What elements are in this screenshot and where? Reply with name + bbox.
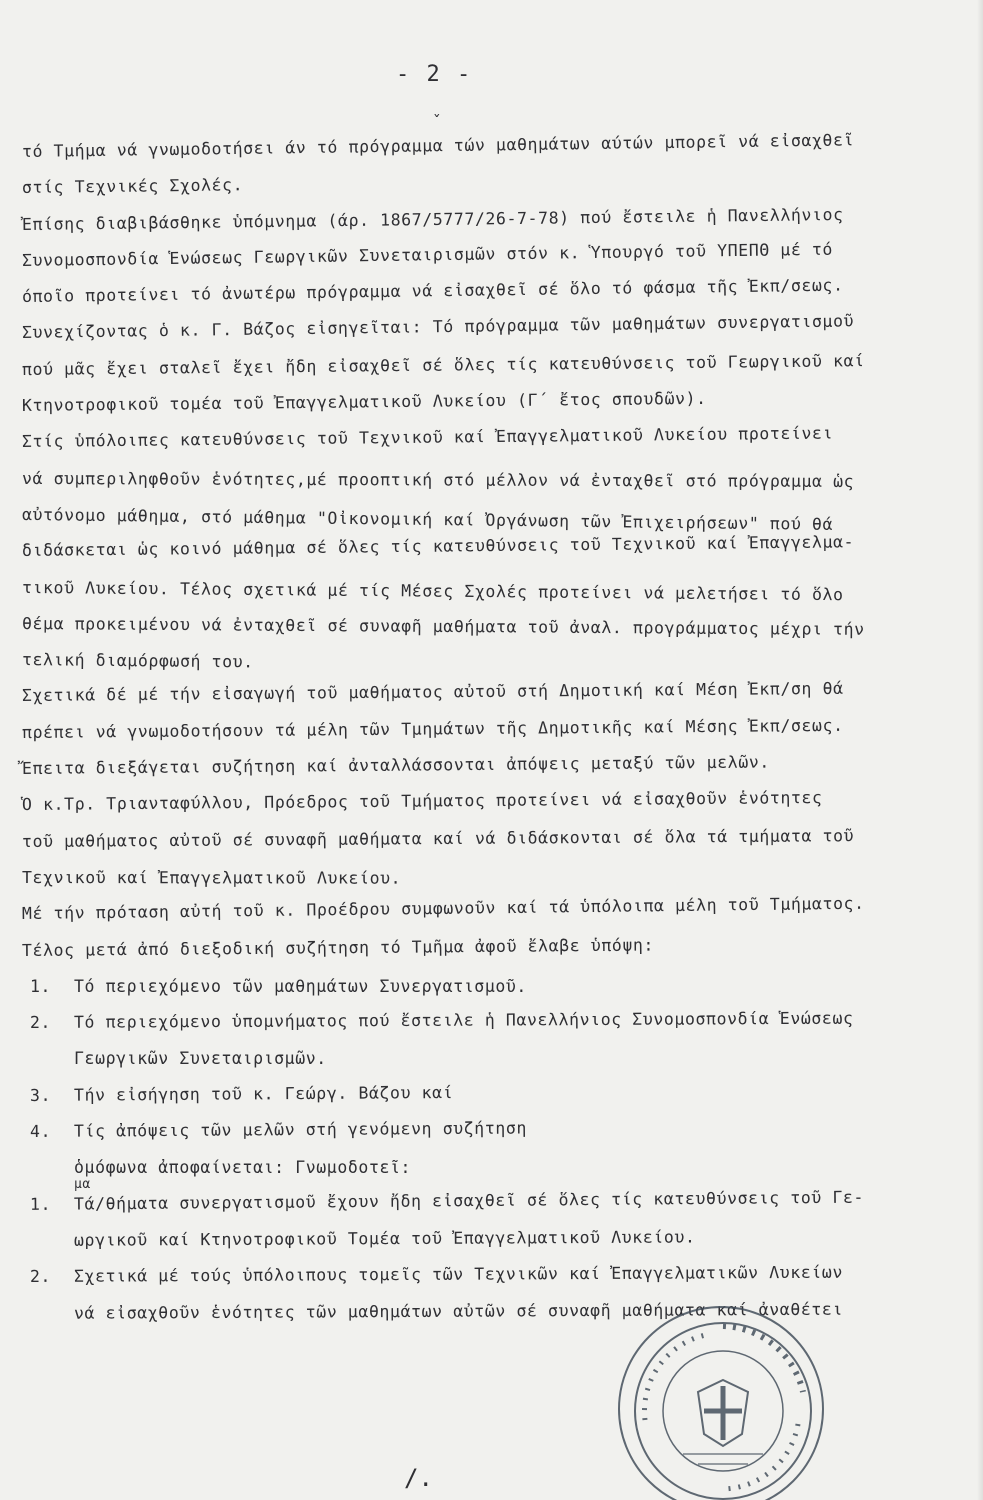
text-line: Συνομοσπονδία Ἑνώσεως Γεωργικῶν Συνεταιρισμῶν στόν κ. Ὑπουργό τοῦ ΥΠΕΠΘ μέ τό — [21, 239, 834, 270]
text-line: όποῖο προτείνει τό ἀνωτέρω πρόγραμμα νά εἰσαχθεῖ σέ ὅλο τό φάσμα τῆς Ἐκπ/σεως. — [21, 275, 844, 307]
signature-mark: /. — [404, 1464, 433, 1492]
item-number: 2. — [29, 1012, 52, 1033]
text-line: Ἔπειτα διεξάγεται συζήτηση καί ἀνταλλάσσονται ἀπόψεις μεταξύ τῶν μελῶν. — [21, 752, 770, 779]
item-number: 1. — [30, 976, 52, 996]
item-text: νά εἰσαχθοῦν ἑνότητες τῶν μαθημάτων αὐτῶν σέ συναφῆ μαθήματα καί ἀναθέτει — [73, 1299, 844, 1323]
text-line: τελική διαμόρφωσή του. — [21, 650, 254, 672]
consideration-item — [22, 1000, 922, 1041]
item-text: Τό περιεχόμενο ὑπομνήματος πού ἔστειλε ἡ Πανελλήνιος Συνομοσπονδία Ἑνώσεως — [73, 1008, 854, 1032]
item-number: 2. — [29, 1267, 52, 1287]
text-line: αὐτόνομο μάθημα, στό μάθημα "Οἰκονομική καί Ὀργάνωση τῶν Ἐπιχειρήσεων" πού θά — [21, 504, 834, 534]
text-line: Τεχνικοῦ καί Ἐπαγγελματικοῦ Λυκείου. — [21, 867, 402, 888]
text-line: πού μᾶς ἔχει σταλεῖ ἔχει ἤδη εἰσαχθεῖ σέ ὅλες τίς κατευθύνσεις τοῦ Γεωργικοῦ καί — [21, 350, 865, 379]
item-number: 3. — [29, 1085, 52, 1105]
item-text: Τήν εἰσήγηση τοῦ κ. Γεώργ. Βάζου καί — [73, 1082, 454, 1105]
text-line: Μέ τήν πρόταση αὐτή τοῦ κ. Προέδρου συμφωνοῦν καί τά ὑπόλοιπα μέλη τοῦ Τμήματος. — [21, 893, 865, 924]
text-line: τικοῦ Λυκείου. Τέλος σχετικά μέ τίς Μέσες Σχολές προτείνει νά μελετήσει τό ὅλο — [21, 577, 844, 604]
margin-mark: ˇ — [432, 112, 442, 131]
item-text: Τίς ἀπόψεις τῶν μελῶν στή γενόμενη συζήτηση — [73, 1118, 528, 1141]
text-line: τοῦ μαθήματος αὐτοῦ σέ συναφῆ μαθήματα καί νά διδάσκονται σέ ὅλα τά τμήματα τοῦ — [21, 825, 855, 851]
text-line: Σχετικά δέ μέ τήν εἰσαγωγή τοῦ μαθήματος αὐτοῦ στή Δημοτική καί Μέση Ἐκπ/ση θά — [21, 679, 844, 706]
decision-item — [22, 1179, 922, 1223]
consideration-item — [22, 1108, 922, 1151]
seal-icon — [620, 1308, 826, 1500]
item-text: ωργικοῦ καί Κτηνοτροφικοῦ Τομέα τοῦ Ἐπαγγελματικοῦ Λυκείου. — [73, 1227, 696, 1250]
document-body: τό Τμήμα νά γνωμοδοτήσει άν τό πρόγραμμα τών μαθημάτων αύτών μπορεῖ νά εἰσαχθεῖ στίς Τεχνικές Σχολές. Ἐπίσης διαβιβάσθηκε ὑπόμνημα (άρ. 1867/5777/26-7-78) πού ἔστειλε ἡ Πανελλήνιος Συνομοσπονδία Ἑνώσεως Γεωργικῶν Συνεταιρισμῶν στόν κ. Ὑπουργό τοῦ ΥΠΕΠΘ μέ τό όποῖο προτείνει τό ἀνωτέρω πρόγραμμα νά εἰσαχθεῖ σέ ὅλο τό φάσμα τῆς Ἐκπ/σεως. Συνεχίζοντας ὁ κ. Γ. Βάζος εἰσηγεῖται: Τό πρόγραμμα τῶν μαθημάτων συνεργατισμοῦ πού μᾶς ἔχει σταλεῖ ἔχει ἤδη εἰσαχθεῖ σέ ὅλες τίς κατευθύνσεις τοῦ Γεωργικοῦ καί Κτηνοτροφικοῦ τομέα τοῦ Ἐπαγγελματικοῦ Λυκείου (Γ΄ ἔτος σπουδῶν). Στίς ὑπόλοιπες κατευθύνσεις τοῦ Τεχνικοῦ καί Ἐπαγγελματικοῦ Λυκείου προτείνει νά συμπεριληφθοῦν ἑνότητες,μέ προοπτική στό μέλλον νά ἐνταχθεῖ στό πρόγραμμα ὡς αὐτόνομο μάθημα, στό μάθημα "Οἰκονομική καί Ὀργάνωση τῶν Ἐπιχειρήσεων" πού θά διδάσκεται ὡς κοινό μάθημα σέ ὅλες τίς κατευθύνσεις τοῦ Τεχνικοῦ καί Ἐπαγγελμα- τικοῦ Λυκείου. Τέλος σχετικά μέ τίς Μέσες Σχολές προτείνει νά μελετήσει τό ὅλο θέμα προκειμένου νά ἐνταχθεῖ σέ συναφῆ μαθήματα τοῦ ἀναλ. προγράμματος μέχρι τήν τελική διαμόρφωσή του. Σχετικά δέ μέ τήν εἰσαγωγή τοῦ μαθήματος αὐτοῦ στή Δημοτική καί Μέση Ἐκπ/ση θά πρέπει νά γνωμοδοτήσουν τά μέλη τῶν Τμημάτων τῆς Δημοτικῆς καί Μέσης Ἐκπ/σεως. Ἔπειτα διεξάγεται συζήτηση καί ἀνταλλάσσονται ἀπόψεις μεταξύ τῶν μελῶν. Ὁ κ.Τρ. Τριανταφύλλου, Πρόεδρος τοῦ Τμήματος προτείνει νά εἰσαχθοῦν ἑνότητες τοῦ μαθήματος αὐτοῦ σέ συναφῆ μαθήματα καί νά διδάσκονται σέ ὅλα τά τμήματα τοῦ Τεχνικοῦ καί Ἐπαγγελματικοῦ Λυκείου. Μέ τήν πρόταση αὐτή τοῦ κ. Προέδρου συμφωνοῦν καί τά ὑπόλοιπα μέλη τοῦ Τμήματος. Τέλος μετά ἀπό διεξοδική συζήτηση τό Τμῆμα ἀφοῦ ἔλαβε ὑπόψη: 1. Τό περιεχόμενο τῶν μαθημάτων Συνεργατισμοῦ. 2. Τό περιεχόμενο ὑπομνήματος πού ἔστειλε ἡ Πανελλήνιος Συνομοσπονδία Ἑνώσεως Γεωργικῶν Συνεταιρισμῶν. 3. Τήν εἰσήγηση τοῦ κ. Γεώργ. Βάζου καί 4. Τίς ἀπόψεις τῶν μελῶν στή γενόμενη συζήτηση ὁμόφωνα ἀποφαίνεται: Γνωμοδοτεῖ: μα 1. Τά/θήματα συνεργατισμοῦ ἔχουν ἤδη εἰσαχθεῖ σέ ὅλες τίς κατευθύνσεις τοῦ Γε- ωργικοῦ καί Κτηνοτροφικοῦ Τομέα τοῦ Ἐπαγγελματικοῦ Λυκείου. 2. Σχετικά μέ τούς ὑπόλοιπους τομεῖς τῶν Τεχνικῶν καί Ἐπαγγελματικῶν Λυκείων νά εἰσαχθοῦν ἑνότητες τῶν μαθημάτων αὐτῶν σέ συναφῆ μαθήματα καί ἀναθέτει — [22, 134, 922, 1332]
text-line: διδάσκεται ὡς κοινό μάθημα σέ ὅλες τίς κατευθύνσεις τοῦ Τεχνικοῦ καί Ἐπαγγελμα- — [21, 532, 855, 561]
text-line: Κτηνοτροφικοῦ τομέα τοῦ Ἐπαγγελματικοῦ Λυκείου (Γ΄ ἔτος σπουδῶν). — [21, 388, 707, 416]
text-line: θέμα προκειμένου νά ἐνταχθεῖ σέ συναφῆ μαθήματα τοῦ ἀναλ. προγράμματος μέχρι τήν — [21, 613, 865, 639]
text-line: Συνεχίζοντας ὁ κ. Γ. Βάζος εἰσηγεῖται: Τό πρόγραμμα τῶν μαθημάτων συνεργατισμοῦ — [21, 311, 855, 343]
decision-item — [22, 1218, 922, 1259]
official-seal-stamp — [618, 1306, 824, 1500]
item-number: 1. — [29, 1194, 52, 1214]
decision-item — [22, 1254, 922, 1295]
text-line: πρέπει νά γνωμοδοτήσουν τά μέλη τῶν Τμημάτων τῆς Δημοτικῆς καί Μέσης Ἐκπ/σεως. — [21, 715, 844, 742]
item-text: Τά/θήματα συνεργατισμοῦ ἔχουν ἤδη εἰσαχθεῖ σέ ὅλες τίς κατευθύνσεις τοῦ Γε- — [73, 1187, 865, 1214]
text-line: Ὁ κ.Τρ. Τριανταφύλλου, Πρόεδρος τοῦ Τμήματος προτείνει νά εἰσαχθοῦν ἑνότητες — [21, 788, 823, 815]
page-number: - 2 - — [396, 62, 473, 87]
text-line: Ἐπίσης διαβιβάσθηκε ὑπόμνημα (άρ. 1867/5777/26-7-78) πού ἔστειλε ἡ Πανελλήνιος — [21, 204, 844, 234]
text-line: νά συμπεριληφθοῦν ἑνότητες,μέ προοπτική στό μέλλον νά ἐνταχθεῖ στό πρόγραμμα ὡς — [21, 468, 855, 491]
text-line: στίς Τεχνικές Σχολές. — [21, 175, 244, 198]
item-text: Σχετικά μέ τούς ὑπόλοιπους τομεῖς τῶν Τεχνικῶν καί Ἐπαγγελματικῶν Λυκείων — [73, 1262, 844, 1286]
consideration-item — [22, 969, 922, 1005]
text-line: Στίς ὑπόλοιπες κατευθύνσεις τοῦ Τεχνικοῦ καί Ἐπαγγελματικοῦ Λυκείου προτείνει — [21, 423, 834, 452]
consideration-item — [22, 1071, 922, 1114]
item-number: 4. — [29, 1121, 52, 1141]
scan-edge-shadow — [977, 0, 983, 1500]
text-line: τό Τμήμα νά γνωμοδοτήσει άν τό πρόγραμμα τών μαθημάτων αύτών μπορεῖ νά εἰσαχθεῖ — [21, 130, 855, 161]
item-text: Τό περιεχόμενο τῶν μαθημάτων Συνεργατισμοῦ. — [74, 976, 527, 996]
item-text: Γεωργικῶν Συνεταιρισμῶν. — [74, 1049, 327, 1069]
text-line: Τέλος μετά ἀπό διεξοδική συζήτηση τό Τμῆμα ἀφοῦ ἔλαβε ὑπόψη: — [21, 935, 655, 960]
decision-heading: ὁμόφωνα ἀποφαίνεται: Γνωμοδοτεῖ: — [74, 1158, 412, 1178]
